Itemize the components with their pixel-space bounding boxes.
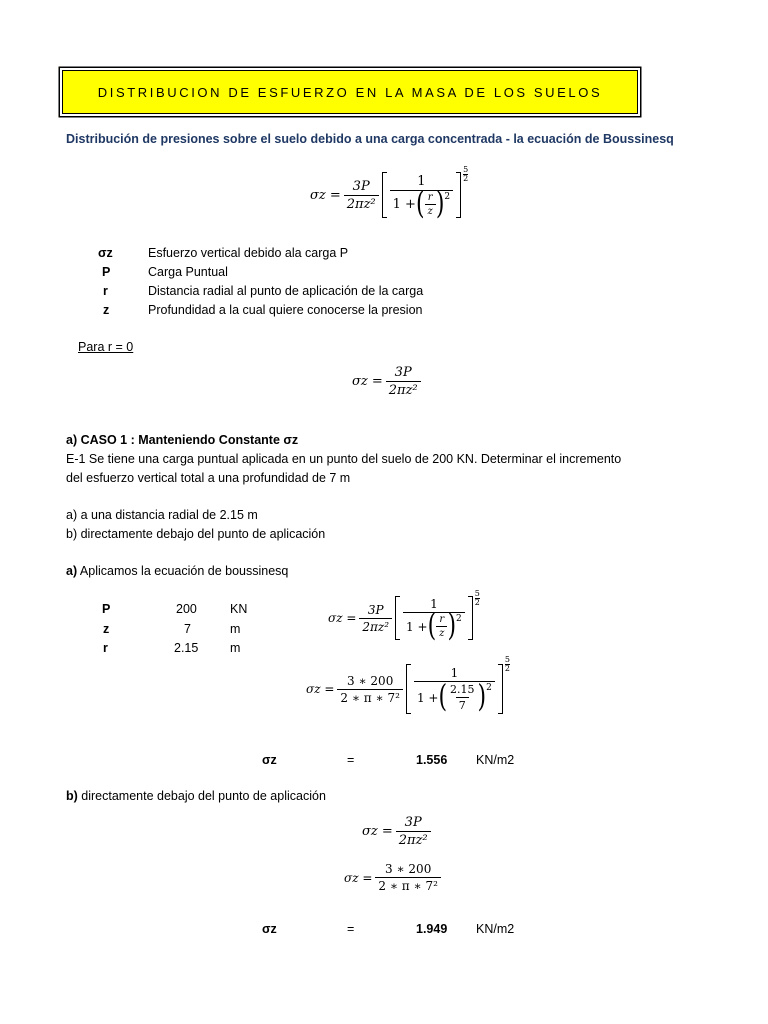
caso1-heading: a) CASO 1 : Manteniendo Constante σz <box>66 433 299 447</box>
formula-numerator: 3P <box>367 602 384 617</box>
result-b-sym: σz <box>262 922 277 936</box>
legend-desc: Profundidad a la cual quiere conocerse la presion <box>148 303 423 317</box>
legend-desc: Esfuerzo vertical debido ala carga P <box>148 246 349 260</box>
formula-r: r <box>439 614 445 625</box>
formula-numerator: 3 ∗ 200 <box>347 673 394 688</box>
formula-z-value: 7 <box>456 697 469 712</box>
formula-square: 2 <box>444 191 451 202</box>
formula-one: 1 <box>430 597 438 611</box>
formula-denominator: 2πz² <box>359 618 392 634</box>
formula-denominator: 2πz² <box>396 831 431 848</box>
formula-z: z <box>436 626 447 639</box>
formula-denominator: 2 ∗ π ∗ 7² <box>375 877 441 893</box>
formula-one: 1 <box>417 173 426 189</box>
simplified-formula <box>352 365 424 398</box>
formula-one-plus: 1 + <box>392 196 416 212</box>
subtitle: Distribución de presiones sobre el suelo debido a una carga concentrada - la ecuación de Boussinesq <box>66 132 674 146</box>
formula-lhs: σz = <box>352 374 383 389</box>
item-b: b) directamente debajo del punto de aplicación <box>66 527 326 541</box>
formula-numerator: 3 ∗ 200 <box>385 862 432 876</box>
pow-den: 2 <box>474 598 480 607</box>
part-a-text: Aplicamos la ecuación de boussinesq <box>77 564 289 578</box>
input-unit: m <box>230 622 241 636</box>
input-sym: P <box>102 602 111 616</box>
legend-sym: r <box>103 284 108 298</box>
result-a-value: 1.556 <box>416 753 448 767</box>
page-title: DISTRIBUCION DE ESFUERZO EN LA MASA DE LOS SUELOS <box>97 84 603 100</box>
problem-line-2: del esfuerzo vertical total a una profundidad de 7 m <box>66 471 351 485</box>
result-b-value: 1.949 <box>416 922 448 936</box>
part-a-heading <box>66 564 288 578</box>
formula-one-plus: 1 + <box>406 619 428 634</box>
formula-one: 1 <box>450 666 459 680</box>
result-a-sym: σz <box>262 753 277 767</box>
formula-square: 2 <box>456 614 462 624</box>
result-b-unit: KN/m2 <box>476 922 515 936</box>
input-value: 2.15 <box>174 641 199 655</box>
legend-sym: P <box>102 265 111 279</box>
formula-numerator: 3P <box>394 365 412 380</box>
input-unit: m <box>230 641 241 655</box>
boussinesq-formula: σz = $\frac{3P}{\text{2πz²}}$ 1 1 + ( $\frac{r}{z}$ ) 2 $\frac{5}{2}$ <box>310 165 469 222</box>
legend-sym: σz <box>98 246 113 260</box>
input-sym: r <box>103 641 108 655</box>
simplified-formula-substituted <box>344 862 444 893</box>
formula-r-value: 2.15 <box>450 683 475 696</box>
formula-r: r <box>427 191 433 203</box>
input-value: 7 <box>184 622 191 636</box>
formula-numerator: 3P <box>352 178 370 194</box>
legend-sym: z <box>103 303 110 317</box>
result-a-eq: = <box>347 753 355 767</box>
part-a-label: a) <box>66 564 78 578</box>
formula-denominator: 2πz² <box>344 195 379 212</box>
simplified-formula-b <box>362 815 434 848</box>
formula-denominator: 2 ∗ π ∗ 7² <box>337 689 403 705</box>
pow-num: 5 <box>474 589 480 598</box>
formula-lhs: σz = <box>362 824 393 839</box>
para-r0-label: Para r = 0 <box>78 340 134 354</box>
formula-lhs: σz = <box>306 682 335 696</box>
result-b-eq: = <box>347 922 355 936</box>
formula-lhs: σz = <box>344 870 373 885</box>
title-banner <box>62 70 638 114</box>
part-b-heading <box>66 789 326 803</box>
formula-lhs: σz = <box>328 611 357 625</box>
formula-one-plus: 1 + <box>416 690 439 705</box>
part-b-text: directamente debajo del punto de aplicación <box>77 789 326 803</box>
problem-line-1: E-1 Se tiene una carga puntual aplicada en un punto del suelo de 200 KN. Determinar el incremento <box>66 452 622 466</box>
item-a: a) a una distancia radial de 2.15 m <box>66 508 258 522</box>
legend-desc: Distancia radial al punto de aplicación de la carga <box>148 284 424 298</box>
input-value: 200 <box>176 602 197 616</box>
formula-square: 2 <box>486 683 492 693</box>
formula-numerator: 3P <box>404 815 422 830</box>
result-a-unit: KN/m2 <box>476 753 515 767</box>
pow-num: 5 <box>463 165 469 174</box>
legend-desc: Carga Puntual <box>148 265 228 279</box>
pow-den: 2 <box>463 174 469 183</box>
formula-lhs: σz = <box>310 187 341 203</box>
pow-den: 2 <box>504 664 510 673</box>
formula-z: z <box>425 204 436 217</box>
formula-denominator: 2πz² <box>386 381 421 398</box>
boussinesq-formula-substituted: σz = $\frac{3 ∗ 200}{\text{2 ∗ π ∗ 7²}}$ 1 1 + ( $\frac{2.15}{7}$ ) 2 $\frac{5}{2}$ <box>306 655 510 715</box>
pow-num: 5 <box>504 655 510 664</box>
input-unit: KN <box>230 602 248 616</box>
input-sym: z <box>103 622 110 636</box>
part-b-label: b) <box>66 789 78 803</box>
boussinesq-formula-case-a: σz = $\frac{3P}{\text{2πz²}}$ 1 1 + ( $\frac{r}{z}$ ) 2 $\frac{5}{2}$ <box>328 589 480 644</box>
